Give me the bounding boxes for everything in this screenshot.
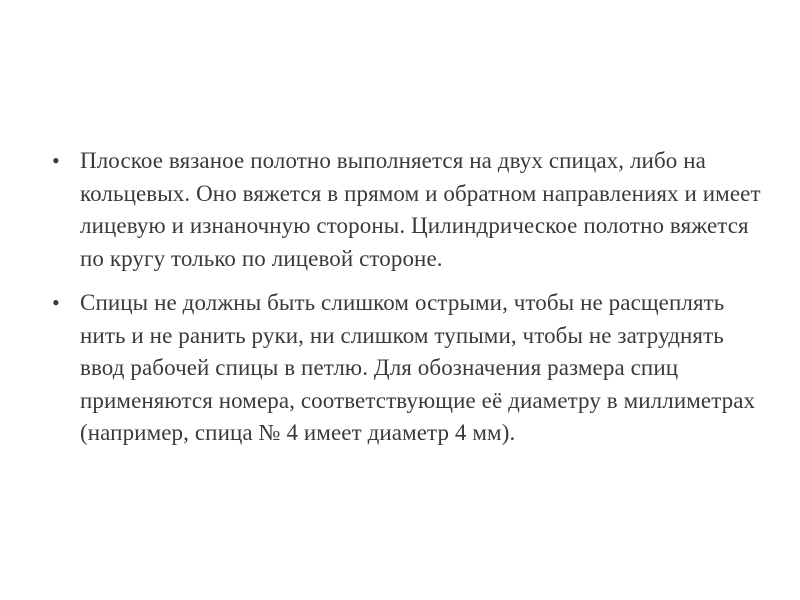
bullet-item-flat-fabric	[46, 145, 766, 275]
bullet-item-needles	[46, 287, 766, 450]
bullet-text: Спицы не должны быть слишком острыми, чтобы не расщеплять нить и не ранить руки, ни слишком тупыми, чтобы не затруднять ввод рабочей спицы в петлю. Для обозначения размера спиц применяются номера, соответствующие её диаметру в миллиметрах (например, спица № 4 имеет диаметр 4 мм).	[80, 290, 756, 445]
bullet-text: Плоское вязаное полотно выполняется на двух спицах, либо на кольцевых. Оно вяжется в прямом и обратном направлениях и имеет лицевую и изнаночную стороны. Цилиндрическое полотно вяжется по кругу только по лицевой стороне.	[80, 148, 761, 271]
bullet-marker: •	[52, 290, 60, 315]
bullet-list	[46, 145, 766, 450]
bullet-marker: •	[52, 148, 60, 173]
